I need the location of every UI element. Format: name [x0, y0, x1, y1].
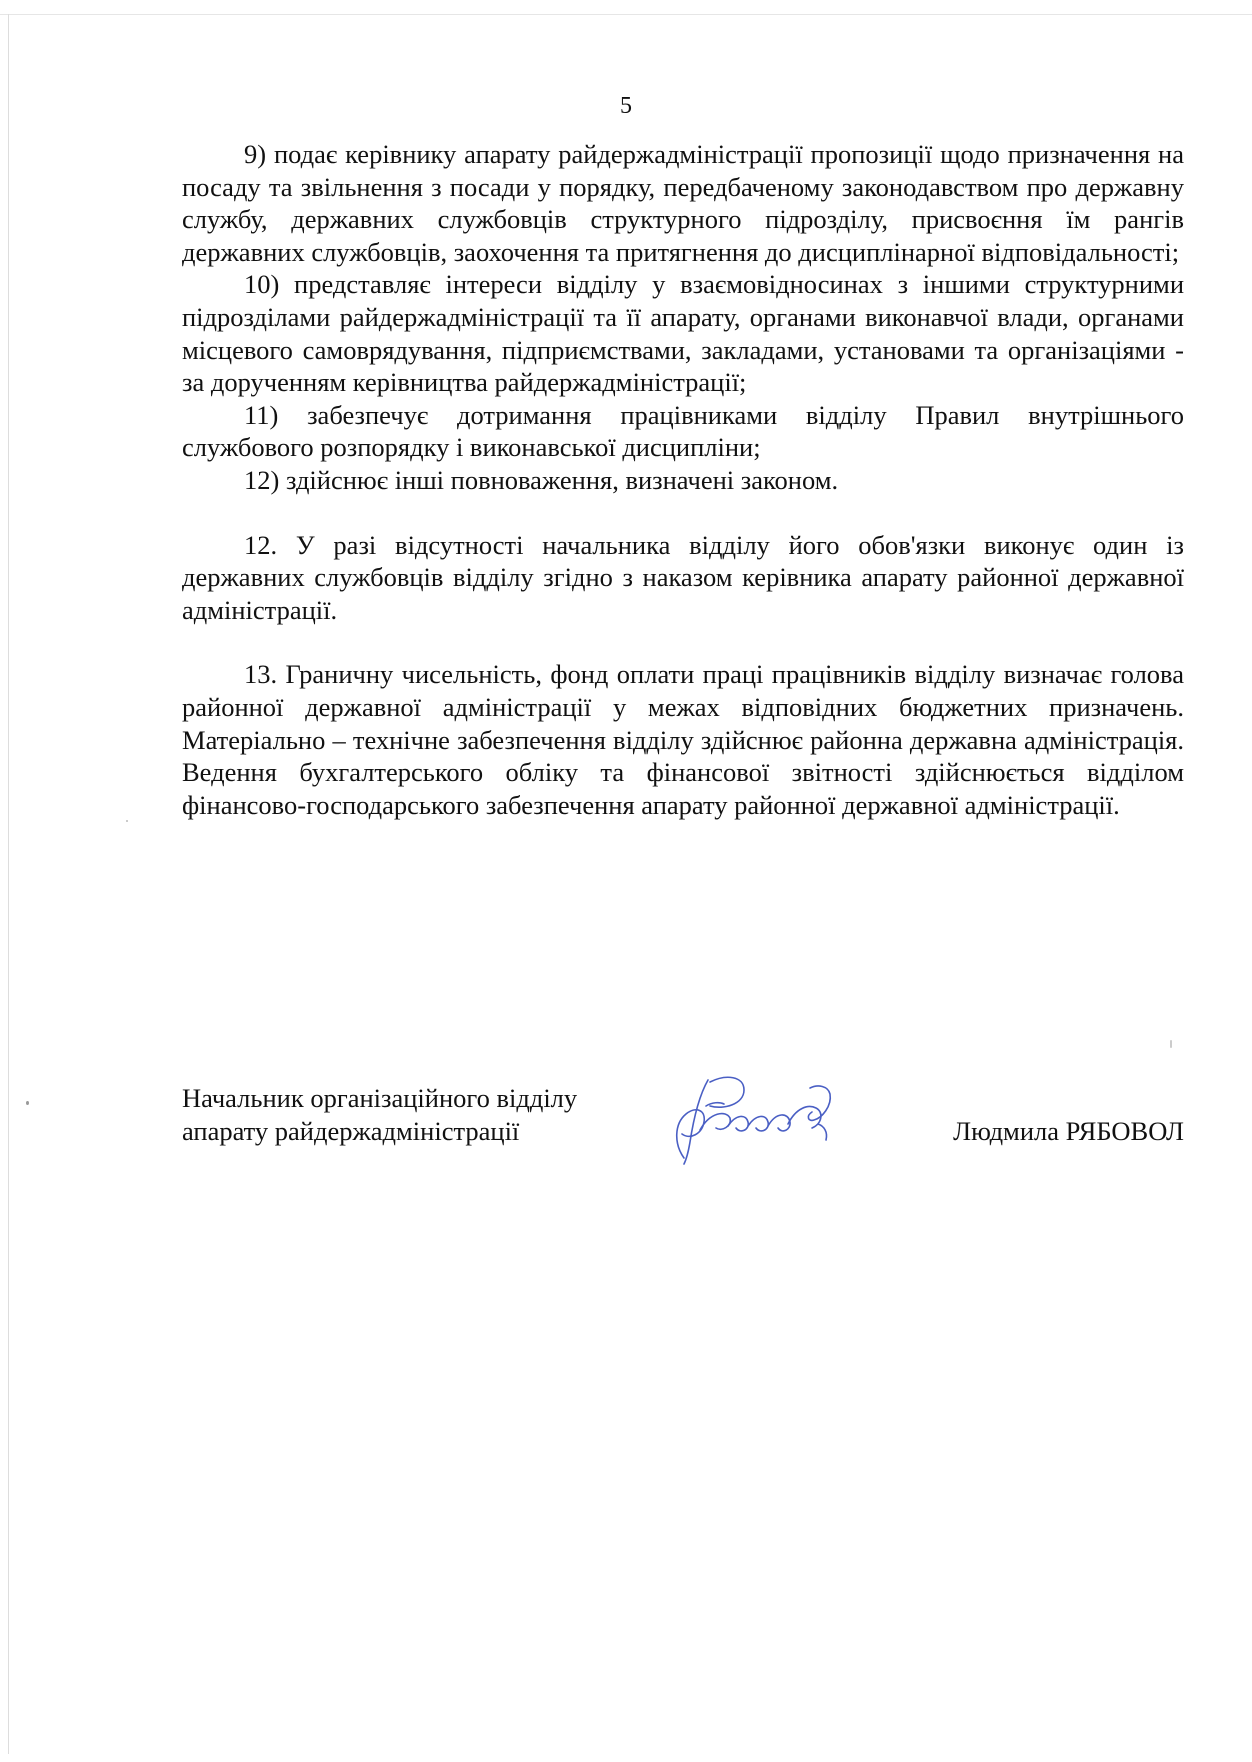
scan-edge-left [8, 14, 9, 1754]
document-body [182, 138, 1184, 821]
signature-block [182, 1082, 1184, 1172]
paragraph-item-12: 12) здійснює інші повноваження, визначені законом. [244, 464, 839, 495]
scan-speck [1170, 1040, 1172, 1048]
clause-12: 12. У разі відсутності начальника відділу його обов'язки виконує один із державних службовців відділу згідно з наказом керівника апарату районної державної адміністрації. [182, 529, 1184, 625]
handwritten-signature [660, 1060, 860, 1170]
paragraph-item-10: 10) представляє інтереси відділу у взаємовідносинах з іншими структурними підрозділами райдержадміністрації та її апарату, органами виконавчої влади, органами місцевого самоврядування, підприємствами, закладами, установами та організаціями - за дорученням керівництва райдержадміністрації; [182, 269, 1184, 398]
scan-speck [126, 820, 128, 822]
signer-position [182, 1082, 577, 1147]
page-number: 5 [620, 93, 632, 119]
paragraph-item-11: 11) забезпечує дотримання працівниками відділу Правил внутрішнього службового розпорядку і виконавської дисципліни; [182, 399, 1184, 463]
signer-position-line-1: Начальник організаційного відділу [182, 1083, 578, 1113]
clause-13: 13. Граничну чисельність, фонд оплати праці працівників відділу визначає голова районної державної адміністрації у межах відповідних бюджетних призначень. Матеріально – технічне забезпечення відділу здійснює районна державна адміністрація. Ведення бухгалтерського обліку та фінансової звітності здійснюється відділом фінансово-господарського забезпечення апарату районної державної адміністрації. [182, 659, 1184, 820]
signer-position-line-2: апарату райдержадміністрації [182, 1115, 520, 1146]
signer-name: Людмила РЯБОВОЛ [953, 1115, 1184, 1146]
scan-speck [26, 1101, 29, 1105]
paragraph-item-9: 9) подає керівнику апарату райдержадміністрації пропозиції щодо призначення на посаду та звільнення з посади у порядку, передбаченому законодавством про державну службу, державних службовців структурного підрозділу, присвоєння їм рангів державних службовців, заохочення та притягнення до дисциплінарної відповідальності; [182, 139, 1184, 267]
scan-edge-top [0, 14, 1252, 15]
